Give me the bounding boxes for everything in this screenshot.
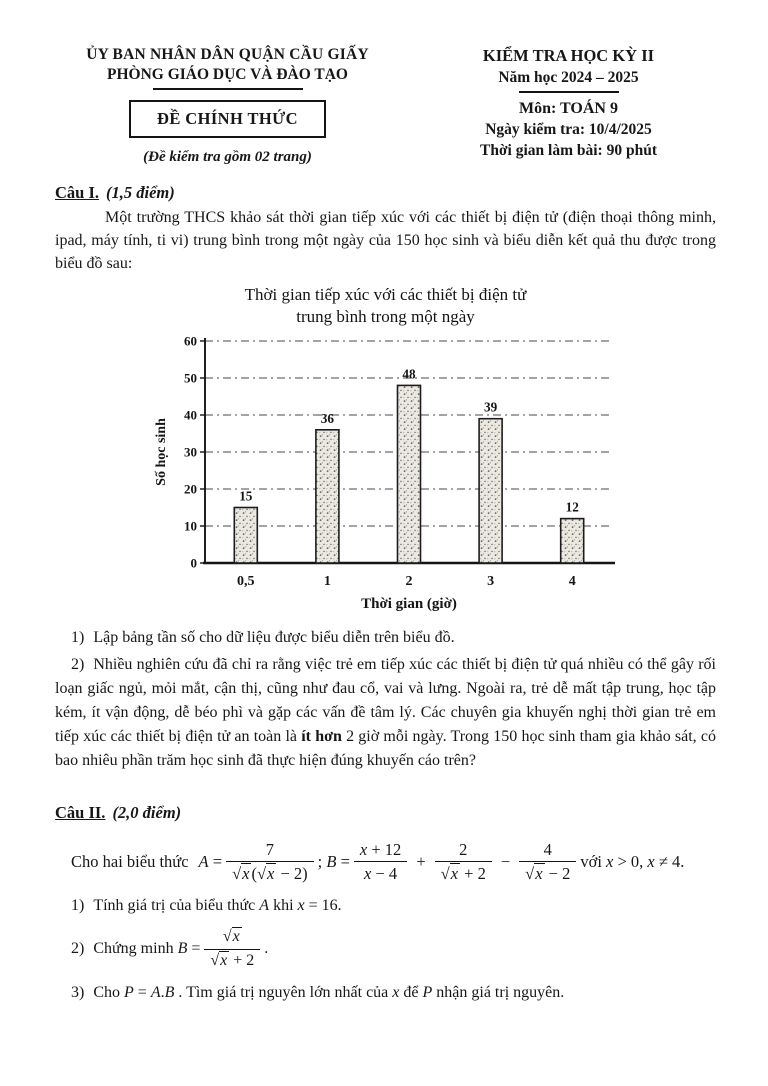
question-2-number: 2): [71, 655, 85, 673]
section1-title: Câu I.: [55, 182, 100, 202]
section2-question-1-text: Tính giá trị của biểu thức A khi x = 16.: [93, 896, 342, 914]
bar-value-label: 48: [401, 365, 416, 381]
section2-question-2-number: 2): [71, 940, 85, 958]
bar-value-label: 39: [483, 399, 497, 415]
exam-title: KIỂM TRA HỌC KỲ II: [482, 46, 655, 65]
question-2: [55, 653, 716, 773]
section2-heading: [55, 803, 716, 823]
section2-question-2-period: .: [264, 940, 269, 958]
x-tick-label: 2: [405, 573, 412, 589]
x-tick-label: 0,5: [236, 573, 255, 589]
chart-title: [136, 284, 636, 329]
duration: Thời gian làm bài: 90 phút: [480, 141, 657, 159]
bar: [560, 518, 583, 562]
section2-question-3-number: 3): [71, 984, 85, 1002]
fraction-b3-numerator: 4: [519, 839, 576, 862]
org-line-1: ỦY BAN NHÂN DÂN QUẬN CẦU GIẤY: [86, 46, 369, 63]
question-2-text-part2: 2 giờ mỗi ngày. Trong 150 học sinh tham gia khảo sát, có bao nhiêu phần trăm học sinh đã thực hiện đúng khuyến cáo trên?: [55, 727, 716, 769]
question-1-text: Lập bảng tần số cho dữ liệu được biểu diễn trên biểu đồ.: [93, 628, 455, 646]
expression-a-lhs: A =: [198, 851, 223, 871]
fraction-b1-numerator: x + 12: [354, 839, 407, 862]
header-right: [421, 46, 716, 160]
plus-operator: +: [416, 851, 426, 871]
bar: [234, 507, 257, 563]
expressions-lead-text: Cho hai biểu thức: [71, 851, 189, 871]
section2-question-1: [55, 897, 716, 915]
x-tick-label: 1: [323, 573, 331, 589]
question-1-number: 1): [71, 628, 85, 646]
fraction-b3-denominator: √x − 2: [525, 864, 571, 884]
fraction-a-denominator: √x (√x − 2): [232, 864, 308, 884]
expression-b-lhs: ; B =: [317, 851, 350, 871]
section2-question-2: [55, 927, 716, 972]
bar: [479, 418, 502, 562]
question-2-text-part1: Nhiều nghiên cứu đã chỉ ra rằng việc trẻ em tiếp xúc các thiết bị điện tử quá nhiều có thể gây rối loạn giấc ngủ, mỏi mắt, cận thị, cũng như đau cổ, vai và lưng. Ngoài ra, trẻ dễ mất tập trung, học tập kém, ít vận động, dễ béo phì và gặp các vấn đề tâm lý. Các chuyên gia khuyến nghị thời gian trẻ em tiếp xúc các thiết bị điện tử an toàn là: [55, 655, 716, 745]
section2-question-2-lead: Chứng minh B =: [93, 940, 201, 958]
header-right-divider: [519, 91, 619, 93]
bar-chart-svg: [151, 329, 621, 617]
fraction-a-numerator: 7: [226, 839, 314, 862]
section2-question-1-number: 1): [71, 896, 85, 914]
chart-title-line1: Thời gian tiếp xúc với các thiết bị điện tử: [244, 284, 527, 304]
subject: Môn: TOÁN 9: [519, 99, 618, 117]
bar-value-label: 36: [320, 410, 334, 426]
minus-operator: −: [500, 851, 511, 871]
section2-points: (2,0 điểm): [112, 802, 182, 822]
official-exam-stamp: ĐỀ CHÍNH THỨC: [129, 100, 326, 138]
school-year: Năm học 2024 – 2025: [498, 69, 639, 86]
page-count-note: (Đề kiểm tra gồm 02 trang): [143, 148, 312, 165]
x-tick-label: 3: [486, 573, 494, 589]
section2-title: Câu II.: [55, 802, 106, 822]
expressions-definition: [55, 839, 716, 885]
fraction-b1: [354, 839, 407, 885]
y-tick-label: 20: [183, 481, 197, 497]
fraction-q2-denominator: √x + 2: [210, 952, 255, 970]
header-left: [55, 46, 400, 166]
x-tick-label: 4: [568, 573, 576, 589]
fraction-b1-denominator: x − 4: [364, 864, 398, 884]
y-tick-label: 60: [183, 333, 197, 349]
fraction-a: [226, 839, 314, 885]
y-tick-label: 30: [183, 444, 197, 460]
bar: [397, 385, 420, 563]
fraction-b2-denominator: √x + 2: [440, 864, 486, 884]
y-tick-label: 0: [190, 555, 197, 571]
fraction-b3: [519, 839, 576, 885]
org-line-2: PHÒNG GIÁO DỤC VÀ ĐÀO TẠO: [107, 66, 348, 83]
y-axis-title: Số học sinh: [153, 417, 169, 486]
fraction-q2: [204, 927, 260, 972]
bar: [315, 429, 338, 562]
y-tick-label: 50: [183, 370, 197, 386]
exam-date: Ngày kiểm tra: 10/4/2025: [485, 120, 652, 138]
header: [55, 46, 716, 166]
y-tick-label: 40: [183, 407, 197, 423]
fraction-b2: [435, 839, 492, 885]
fraction-q2-numerator: √x: [204, 927, 260, 950]
section2-question-3: [55, 984, 716, 1002]
domain-condition: với x > 0, x ≠ 4.: [580, 851, 685, 871]
bar-value-label: 15: [238, 488, 252, 504]
fraction-b2-numerator: 2: [435, 839, 492, 862]
chart-block: [136, 284, 636, 622]
section1-intro: Một trường THCS khảo sát thời gian tiếp xúc với các thiết bị điện tử (điện thoại thông minh, ipad, máy tính, ti vi) trung bình trong một ngày của 150 học sinh và biểu diễn kết quả thu được trong biểu đồ sau:: [55, 208, 716, 273]
section2-question-3-text: Cho P = A.B . Tìm giá trị nguyên lớn nhất của x để P nhận giá trị nguyên.: [93, 984, 565, 1002]
chart-title-line2: trung bình trong một ngày: [296, 307, 475, 327]
bar-value-label: 12: [565, 499, 579, 515]
question-2-bold-phrase: ít hơn: [301, 727, 342, 745]
y-tick-label: 10: [183, 518, 197, 534]
x-axis-title: Thời gian (giờ): [360, 595, 457, 612]
question-1: [55, 626, 716, 650]
section1-points: (1,5 điểm): [106, 182, 175, 202]
section1-heading: [55, 183, 716, 203]
